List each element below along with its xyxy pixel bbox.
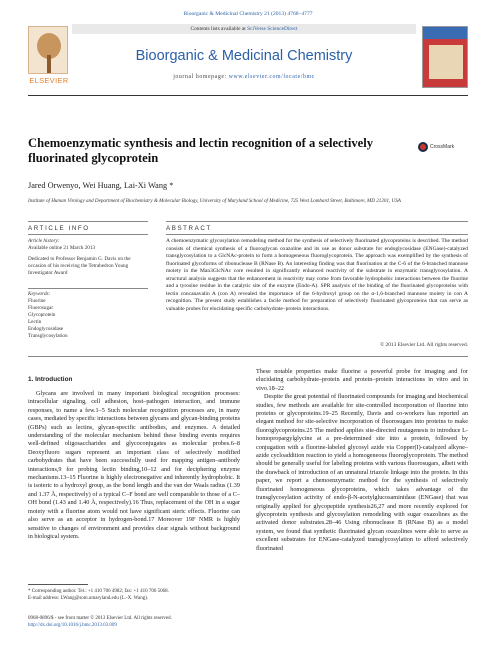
divider <box>166 234 468 235</box>
keyword: Fluorine <box>28 298 46 304</box>
article-history <box>28 238 148 252</box>
elsevier-logo <box>28 26 70 88</box>
keyword: Glycoprotein <box>28 312 56 318</box>
journal-reference: Bioorganic & Medicinal Chemistry 21 (2013) 4768–4777 <box>183 11 313 17</box>
publication-info <box>28 615 328 629</box>
article-title: Chemoenzymatic synthesis and lectin recognition of a selectively fluorinated glycoprotein <box>28 136 373 165</box>
email-address[interactable]: E-mail address: LWang@som.umaryland.edu (L.-X. Wang). <box>28 596 149 601</box>
journal-cover-image <box>422 26 468 88</box>
keyword: Transglycosylation <box>28 333 68 339</box>
abstract-heading: ABSTRACT <box>166 225 212 232</box>
homepage-link[interactable]: www.elsevier.com/locate/bmc <box>228 74 315 80</box>
crossmark-badge[interactable] <box>418 142 454 152</box>
corresponding-author: * Corresponding author. Tel.: +1 410 706 4982; fax: +1 410 706 5068. <box>28 589 169 594</box>
journal-header <box>28 24 468 92</box>
divider <box>28 221 148 222</box>
section-heading: 1. Introduction <box>28 376 73 383</box>
sciencedirect-link[interactable]: SciVerse ScienceDirect <box>247 26 298 32</box>
paragraph: Despite the great potential of fluorinated compounds for imaging and biochemical studies, few methods are available for site-controlled incorporation of fluorine into proteins or glycoproteins.19–25 Recently, Davis and co-workers has reported an elegant method for site-selective incorporation of fluorosugars into proteins to make fluoroglycoproteins.25 The method applies site-directed mutagenesis to introduce L-homopropargylglycine at a pre-determined site into a protein, followed by conjugation with a fluorine-labeled glycosyl azide via Copper(I)-catalyzed alkyne–azide cycloaddition reaction to yield a homogeneous fluoroglycoprotein. The method should be generally useful for labeling proteins with various fluorosugars, albeit with the drawback of introduction of an unnatural triazole linkage into the protein. In this paper, we report a chemoenzymatic method for the synthesis of selectively fluorinated homogeneous glycoproteins, which takes advantage of the transglycosylation activity of endo-β-N-acetylglucosaminidase (ENGase) that was originally applied for glycopeptide synthesis26,27 and more recently explored for glycoprotein synthesis and glycosylation remodeling with sugar oxazolines as the activated donor substrates.28–46 Using ribonuclease B (RNase B) as a model system, we found that synthetic fluorinated glycan oxazolines were able to serve as excellent substrates for ENGase-catalyzed transglycosylation to afford selectively fluorinated <box>256 393 468 552</box>
contents-prefix: Contents lists available at <box>190 26 248 32</box>
header-divider <box>28 95 468 96</box>
keyword: Lectin <box>28 319 42 325</box>
divider <box>28 234 148 235</box>
divider <box>28 356 468 357</box>
contents-bar <box>72 24 416 34</box>
keywords-label: Keywords: <box>28 291 51 297</box>
author-list: Jared Orwenyo, Wei Huang, Lai-Xi Wang * <box>28 181 174 190</box>
copyright-notice: © 2013 Elsevier Ltd. All rights reserved. <box>380 342 468 348</box>
paragraph: Glycans are involved in many important biological recognition processes: intracellular signaling, cell adhesion, host–pathogen interaction, and immune responses, to name a few.1–5 Such molecular recognition processes are, in many cases, mediated by specific interactions between glycans and glycan-binding proteins (GBPs) such as lectins, glycan-specific antibodies, and enzymes. A detailed understanding of the molecular mechanism behind these binding events requires well-defined oligosaccharides and glycoconjugates as molecular probes.6–8 Deoxyfluoro sugars represent an important class of selectively modified carbohydrates that have been successfully used for mapping antigen–antibody interactions,9 for probing lectin binding,10–12 and for deciphering enzyme mechanisms.13–15 Fluorine is highly electronegative and inherently hydrophobic. It is isoteric to a hydroxyl group, as the bond length and the van der Waals radius (1.39 and 1.37 Å, respectively) of a typical C–F bond are well comparable to those of a C–OH bond (1.43 and 1.40 Å, respectively).16 Thus, replacement of the OH in a sugar moiety with a fluorine atom would not have significant steric effects. Fluorine can also serve as an acceptor in hydrogen-bond.17 Moreover 19F NMR is highly sensitive to changes of environment and provides clear signals without background in biological system. <box>28 390 240 540</box>
crossmark-label: CrossMark <box>430 144 455 150</box>
homepage-prefix: journal homepage: <box>173 74 229 80</box>
dedication: Dedicated to Professor Benjamin G. Davis on the occasion of his receiving the Tetrahedron Young Investigator Award <box>28 256 131 276</box>
abstract-text: A chemoenzymatic glycosylation remodeling method for the synthesis of selectively fluorinated glycoproteins is described. The method consists of chemical synthesis of a fluoroglycan oxazoline and its use as donor substrate for endoglycosidase (ENGase)-catalyzed transglycosylation to a GlcNAc-protein to form a homogeneous fluoroglycoprotein. The approach was exemplified by the synthesis of fluorinated glycoforms of ribonuclease B (RNase B). An interesting finding was that fluorination at the C-6 of the 6-branched mannose moiety in the Man3GlcNAc core resulted in significantly enhanced reactivity of the substrate in enzymatic transglycosylation. A structural analysis suggests that the enhancement in reactivity may come from favorable hydrophobic interactions between the fluorine and a tyrosine residue in the catalytic site of the enzyme (Endo-A). SPR analysis of the binding of the fluorinated glycoproteins with lectin concanavalin A (con A) revealed the importance of the 6-hydroxyl group on the α-1,6-branched mannose moiety in con A recognition. The present study establishes a facile method for preparation of selectively fluorinated glycoproteins that can serve as valuable probes for elucidating specific carbohydrate–protein interactions. <box>166 238 468 312</box>
history-label: Article history: <box>28 238 60 244</box>
body-column-left <box>28 390 240 541</box>
history-value: Available online 21 March 2013 <box>28 245 96 251</box>
journal-homepage <box>72 74 416 80</box>
crossmark-icon <box>418 142 428 152</box>
paragraph: These notable properties make fluorine a powerful probe for imaging and for elucidating carbohydrate–protein and protein–protein interactions in vitro and in vivo.18–22 <box>256 368 468 392</box>
keywords-block <box>28 291 148 340</box>
keyword: Endoglycosidase <box>28 326 64 332</box>
article-info-heading: ARTICLE INFO <box>28 225 90 232</box>
publisher-name: ELSEVIER <box>29 76 69 85</box>
elsevier-tree-icon <box>28 26 68 74</box>
author-affiliation: Institute of Human Virology and Department of Biochemistry & Molecular Biology, University of Maryland School of Medicine, 725 West Lombard Street, Baltimore, MD 21201, USA <box>28 198 401 204</box>
footnote-divider <box>28 584 88 585</box>
keyword: Fluorosugar <box>28 305 54 311</box>
issn-line: 0968-0896/$ - see front matter © 2013 Elsevier Ltd. All rights reserved. <box>28 616 172 621</box>
body-column-right <box>256 368 468 553</box>
doi-link[interactable]: http://dx.doi.org/10.1016/j.bmc.2013.03.009 <box>28 623 117 628</box>
journal-title: Bioorganic & Medicinal Chemistry <box>135 48 353 64</box>
divider <box>166 221 468 222</box>
divider <box>28 288 148 289</box>
footnote <box>28 588 240 602</box>
